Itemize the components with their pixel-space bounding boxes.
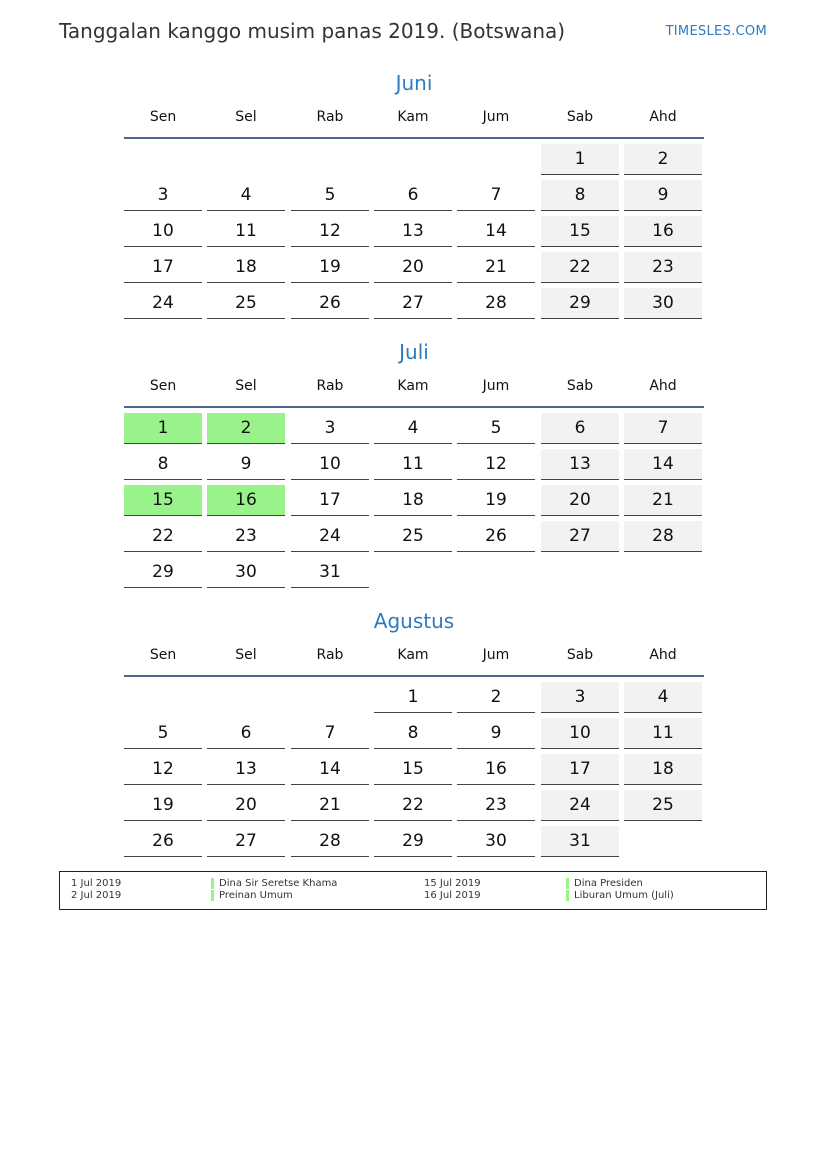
day-cell[interactable]: 21 xyxy=(457,252,535,283)
day-cell[interactable]: 17 xyxy=(124,252,202,283)
day-cell[interactable]: 15 xyxy=(374,754,452,785)
day-cell[interactable]: 18 xyxy=(374,485,452,516)
day-cell[interactable]: 16 xyxy=(624,216,702,247)
day-cell[interactable]: 13 xyxy=(541,449,619,480)
day-cell[interactable]: 28 xyxy=(624,521,702,552)
day-cell[interactable]: 25 xyxy=(624,790,702,821)
day-cell[interactable]: 1 xyxy=(374,682,452,713)
legend-date: 15 Jul 2019 xyxy=(424,878,481,889)
day-cell[interactable]: 22 xyxy=(124,521,202,552)
day-cell[interactable]: 29 xyxy=(124,557,202,588)
month-name: Agustus xyxy=(373,609,455,633)
day-cell[interactable]: 13 xyxy=(207,754,285,785)
day-cell[interactable]: 5 xyxy=(457,413,535,444)
day-cell[interactable]: 24 xyxy=(124,288,202,319)
day-cell[interactable]: 7 xyxy=(291,718,369,749)
day-cell[interactable]: 4 xyxy=(207,180,285,211)
day-cell[interactable]: 13 xyxy=(374,216,452,247)
day-cell[interactable]: 30 xyxy=(624,288,702,319)
day-cell[interactable]: 31 xyxy=(291,557,369,588)
day-cell[interactable]: 2 xyxy=(624,144,702,175)
day-grid xyxy=(124,413,704,603)
day-cell[interactable]: 8 xyxy=(124,449,202,480)
day-cell[interactable]: 17 xyxy=(291,485,369,516)
weekday-label: Jum xyxy=(482,647,510,663)
weekday-label: Sel xyxy=(235,378,257,394)
month-block-juli xyxy=(124,338,704,603)
day-cell[interactable]: 14 xyxy=(624,449,702,480)
day-cell[interactable]: 3 xyxy=(291,413,369,444)
day-cell[interactable]: 9 xyxy=(457,718,535,749)
legend-holiday-name: Dina Presiden xyxy=(574,878,643,889)
weekday-label: Jum xyxy=(482,109,510,125)
weekday-label: Rab xyxy=(316,647,344,663)
day-cell[interactable]: 3 xyxy=(124,180,202,211)
day-cell[interactable]: 27 xyxy=(541,521,619,552)
day-cell[interactable]: 5 xyxy=(291,180,369,211)
weekday-header xyxy=(124,97,704,139)
day-cell[interactable]: 1 xyxy=(541,144,619,175)
day-cell[interactable]: 5 xyxy=(124,718,202,749)
legend-date: 16 Jul 2019 xyxy=(424,890,481,901)
weekday-label: Rab xyxy=(316,378,344,394)
day-cell[interactable]: 16 xyxy=(457,754,535,785)
legend-holiday-name: Preinan Umum xyxy=(219,890,293,901)
day-cell[interactable]: 23 xyxy=(457,790,535,821)
weekday-label: Ahd xyxy=(649,378,677,394)
legend-date: 2 Jul 2019 xyxy=(71,890,122,901)
day-cell[interactable]: 24 xyxy=(541,790,619,821)
day-cell[interactable]: 30 xyxy=(207,557,285,588)
day-cell[interactable]: 29 xyxy=(541,288,619,319)
day-cell[interactable]: 10 xyxy=(541,718,619,749)
day-cell[interactable]: 12 xyxy=(124,754,202,785)
holiday-legend xyxy=(59,871,767,910)
month-block-juni xyxy=(124,69,704,334)
legend-date: 1 Jul 2019 xyxy=(71,878,122,889)
weekday-header xyxy=(124,366,704,408)
day-cell[interactable]: 10 xyxy=(124,216,202,247)
day-cell[interactable]: 6 xyxy=(541,413,619,444)
legend-holiday-name: Dina Sir Seretse Khama xyxy=(219,878,338,889)
day-cell[interactable]: 3 xyxy=(541,682,619,713)
day-cell[interactable]: 25 xyxy=(374,521,452,552)
day-cell[interactable]: 12 xyxy=(457,449,535,480)
day-cell[interactable]: 28 xyxy=(291,826,369,857)
day-cell[interactable]: 10 xyxy=(291,449,369,480)
weekday-label: Kam xyxy=(397,109,429,125)
day-cell[interactable]: 7 xyxy=(624,413,702,444)
day-cell[interactable]: 8 xyxy=(541,180,619,211)
day-cell[interactable]: 20 xyxy=(207,790,285,821)
day-grid xyxy=(124,144,704,334)
holiday-color-marker xyxy=(566,890,569,901)
day-cell[interactable]: 4 xyxy=(374,413,452,444)
day-cell[interactable]: 2 xyxy=(457,682,535,713)
day-cell-holiday[interactable]: 15 xyxy=(124,485,202,516)
day-cell[interactable]: 26 xyxy=(124,826,202,857)
day-cell[interactable]: 4 xyxy=(624,682,702,713)
weekday-label: Sab xyxy=(566,109,594,125)
page-title: Tanggalan kanggo musim panas 2019. (Botswana) xyxy=(59,19,566,43)
day-cell[interactable]: 11 xyxy=(207,216,285,247)
weekday-header xyxy=(124,635,704,677)
day-cell[interactable]: 9 xyxy=(207,449,285,480)
day-cell[interactable]: 11 xyxy=(374,449,452,480)
month-name: Juli xyxy=(399,340,429,364)
weekday-label: Ahd xyxy=(649,647,677,663)
day-cell[interactable]: 18 xyxy=(207,252,285,283)
day-cell[interactable]: 14 xyxy=(291,754,369,785)
weekday-label: Sen xyxy=(149,647,177,663)
holiday-color-marker xyxy=(566,878,569,889)
weekday-label: Sab xyxy=(566,378,594,394)
day-cell[interactable]: 11 xyxy=(624,718,702,749)
weekday-label: Sen xyxy=(149,109,177,125)
day-cell[interactable]: 31 xyxy=(541,826,619,857)
day-cell[interactable]: 22 xyxy=(541,252,619,283)
day-cell[interactable]: 6 xyxy=(374,180,452,211)
day-cell[interactable]: 30 xyxy=(457,826,535,857)
weekday-label: Kam xyxy=(397,378,429,394)
day-cell[interactable]: 17 xyxy=(541,754,619,785)
day-cell[interactable]: 22 xyxy=(374,790,452,821)
day-cell[interactable]: 26 xyxy=(457,521,535,552)
month-name: Juni xyxy=(395,71,433,95)
day-cell[interactable]: 12 xyxy=(291,216,369,247)
day-cell[interactable]: 19 xyxy=(457,485,535,516)
day-cell[interactable]: 7 xyxy=(457,180,535,211)
weekday-label: Jum xyxy=(482,378,510,394)
weekday-label: Kam xyxy=(397,647,429,663)
day-cell[interactable]: 9 xyxy=(624,180,702,211)
day-cell[interactable]: 25 xyxy=(207,288,285,319)
legend-holiday-name: Liburan Umum (Juli) xyxy=(574,890,674,901)
month-block-agustus xyxy=(124,607,704,872)
day-cell[interactable]: 20 xyxy=(374,252,452,283)
day-cell[interactable]: 28 xyxy=(457,288,535,319)
weekday-label: Sel xyxy=(235,109,257,125)
day-cell-holiday[interactable]: 2 xyxy=(207,413,285,444)
day-cell[interactable]: 18 xyxy=(624,754,702,785)
day-cell[interactable]: 26 xyxy=(291,288,369,319)
day-cell-holiday[interactable]: 16 xyxy=(207,485,285,516)
holiday-color-marker xyxy=(211,890,214,901)
day-cell[interactable]: 14 xyxy=(457,216,535,247)
day-cell[interactable]: 23 xyxy=(624,252,702,283)
day-cell[interactable]: 20 xyxy=(541,485,619,516)
brand-logo-text[interactable]: TIMESLES.COM xyxy=(665,24,767,39)
day-cell[interactable]: 29 xyxy=(374,826,452,857)
day-cell[interactable]: 27 xyxy=(207,826,285,857)
day-cell[interactable]: 6 xyxy=(207,718,285,749)
day-cell-holiday[interactable]: 1 xyxy=(124,413,202,444)
day-grid xyxy=(124,682,704,872)
day-cell[interactable]: 21 xyxy=(291,790,369,821)
day-cell[interactable]: 15 xyxy=(541,216,619,247)
day-cell[interactable]: 21 xyxy=(624,485,702,516)
day-cell[interactable]: 19 xyxy=(124,790,202,821)
weekday-label: Rab xyxy=(316,109,344,125)
weekday-label: Ahd xyxy=(649,109,677,125)
day-cell[interactable]: 19 xyxy=(291,252,369,283)
day-cell[interactable]: 24 xyxy=(291,521,369,552)
day-cell[interactable]: 27 xyxy=(374,288,452,319)
weekday-label: Sab xyxy=(566,647,594,663)
day-cell[interactable]: 8 xyxy=(374,718,452,749)
weekday-label: Sel xyxy=(235,647,257,663)
day-cell[interactable]: 23 xyxy=(207,521,285,552)
weekday-label: Sen xyxy=(149,378,177,394)
holiday-color-marker xyxy=(211,878,214,889)
